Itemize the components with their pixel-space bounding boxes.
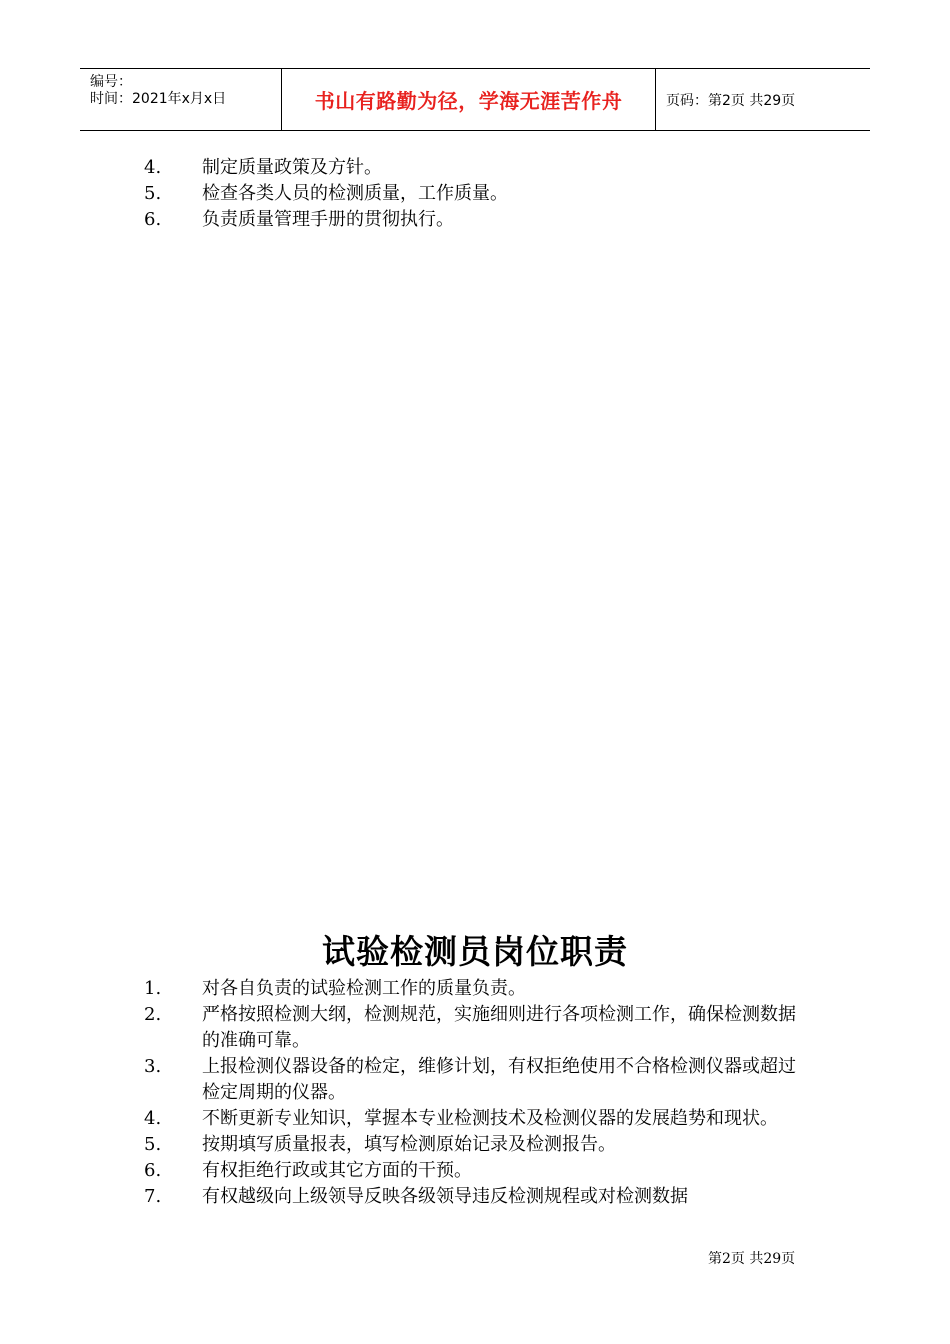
list-item (0, 1054, 950, 1106)
document-date-label: 时间：2021年x月x日 (90, 91, 227, 107)
list-item (0, 181, 950, 207)
top-list (0, 155, 950, 233)
list-item (0, 155, 950, 181)
list-item (0, 1002, 950, 1054)
list-item (0, 1132, 950, 1158)
list-item-number: 2. (144, 1004, 162, 1025)
list-item-text: 不断更新专业知识，掌握本专业检测技术及检测仪器的发展趋势和现状。 (202, 1108, 778, 1129)
section-title: 试验检测员岗位职责 (322, 932, 628, 971)
header-page-cell (656, 69, 870, 130)
list-item (0, 1158, 950, 1184)
list-item-number: 7. (144, 1186, 162, 1207)
header-motto-cell (282, 69, 656, 130)
list-item-text: 对各自负责的试验检测工作的质量负责。 (202, 978, 526, 999)
header-motto: 书山有路勤为径，学海无涯苦作舟 (314, 89, 623, 113)
document-number-label: 编号： (90, 74, 132, 90)
list-item-text: 检查各类人员的检测质量，工作质量。 (202, 183, 508, 204)
list-item (0, 207, 950, 233)
list-item-number: 3. (144, 1056, 162, 1077)
list-item-text: 按期填写质量报表，填写检测原始记录及检测报告。 (202, 1134, 616, 1155)
header-meta (80, 69, 282, 130)
list-item-text: 上报检测仪器设备的检定，维修计划，有权拒绝使用不合格检测仪器或超过检定周期的仪器。 (202, 1056, 796, 1103)
list-item-number: 5. (144, 1134, 162, 1155)
list-item-number: 5. (144, 183, 162, 204)
list-item-text: 有权拒绝行政或其它方面的干预。 (202, 1160, 472, 1181)
list-item (0, 976, 950, 1002)
header-page-label: 页码：第2页 共29页 (666, 92, 796, 109)
list-item-number: 4. (144, 1108, 162, 1129)
list-item-number: 6. (144, 1160, 162, 1181)
page-header (80, 68, 870, 131)
duties-list (0, 976, 950, 1210)
list-item-text: 有权越级向上级领导反映各级领导违反检测规程或对检测数据 (202, 1186, 688, 1207)
list-item-number: 4. (144, 157, 162, 178)
list-item (0, 1184, 950, 1210)
list-item-number: 1. (144, 978, 162, 999)
list-item-text: 负责质量管理手册的贯彻执行。 (202, 209, 454, 230)
list-item-text: 严格按照检测大纲，检测规范，实施细则进行各项检测工作，确保检测数据的准确可靠。 (202, 1004, 796, 1051)
list-item-text: 制定质量政策及方针。 (202, 157, 382, 178)
list-item (0, 1106, 950, 1132)
list-item-number: 6. (144, 209, 162, 230)
page-footer: 第2页 共29页 (708, 1251, 796, 1267)
